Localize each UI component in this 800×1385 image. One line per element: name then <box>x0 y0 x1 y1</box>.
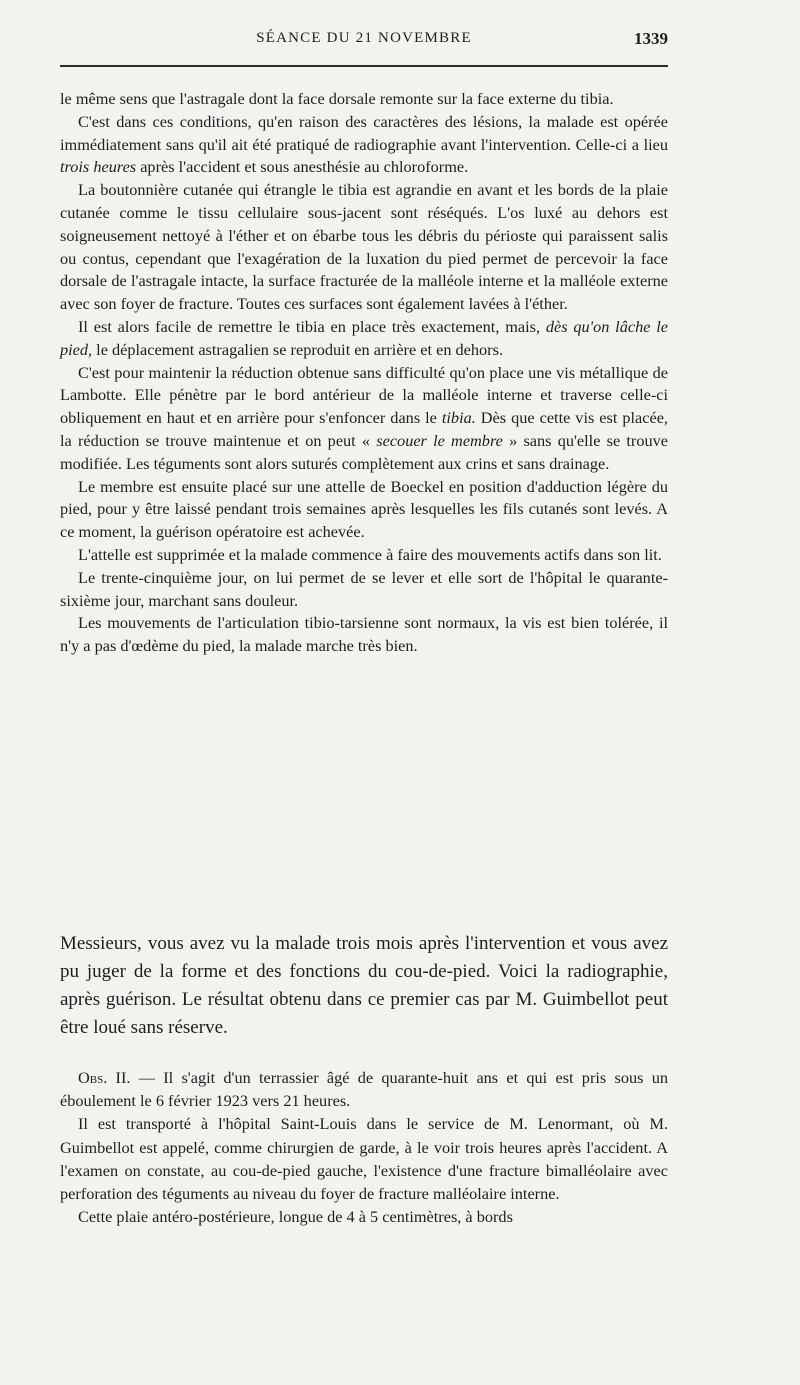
paragraph-5: C'est pour maintenir la réduction obtenue sans difficulté qu'on place une vis métallique de Lambotte. Elle pénètre par le bord antérieur de la malléole interne et traverse celle-ci obliquement en haut et en arrière pour s'enfoncer dans le tibia. Dès que cette vis est placée, la réduction se trouve maintenue et on peut « secouer le membre » sans qu'elle se trouve modifiée. Les téguments sont alors suturés complètement aux crins et sans drainage. <box>60 362 668 473</box>
page-header <box>60 30 668 54</box>
paragraph-4: Il est alors facile de remettre le tibia en place très exactement, mais, dès qu'on lâche le pied, le déplacement astragalien se reproduit en arrière et en dehors. <box>60 316 669 359</box>
paragraph-9: Les mouvements de l'articulation tibio-tarsienne sont normaux, la vis est bien tolérée, il n'y a pas d'œdème du pied, la malade marche très bien. <box>60 613 668 656</box>
case-narrative <box>60 88 668 658</box>
paragraph-3: La boutonnière cutanée qui étrangle le tibia est agrandie en avant et les bords de la plaie cutanée comme le tissu cellulaire sous-jacent sont réséqués. L'os luxé au dehors est soigneusement nettoyé à l'éther et on ébarbe tous les débris du périoste qui paraissent salis ou contus, cependant que l'exagération de la luxation du pied permet de percevoir la face dorsale de l'astragale intacte, la surface fracturée de la malléole interne et la malléole externe avec son foyer de fracture. Toutes ces surfaces sont également lavées à l'éther. <box>60 180 668 314</box>
obs-paragraph-3: Cette plaie antéro-postérieure, longue de 4 à 5 centimètres, à bords <box>78 1207 513 1227</box>
paragraph-7: L'attelle est supprimée et la malade commence à faire des mouvements actifs dans son lit. <box>78 544 662 564</box>
obs-paragraph-2: Il est transporté à l'hôpital Saint-Louis dans le service de M. Lenormant, où M. Guimbellot est appelé, comme chirurgien de garde, à le voir trois heures après l'accident. A l'examen on constate, au cou-de-pied gauche, l'existence d'une fracture bimalléolaire avec perforation des téguments au niveau du foyer de fracture malléolaire interne. <box>60 1114 668 1204</box>
obs-paragraph-1: Obs. II. — Il s'agit d'un terrassier âgé de quarante-huit ans et qui est pris sous un éboulement le 6 février 1923 vers 21 heures. <box>60 1068 668 1111</box>
observation-2 <box>60 1066 668 1228</box>
address-to-assembly <box>60 930 668 1042</box>
paragraph-6: Le membre est ensuite placé sur une attelle de Boeckel en position d'adduction légère du pied, pour y être laissé pendant trois semaines après lesquelles les fils cutanés sont levés. A ce moment, la guérison opératoire est achevée. <box>60 476 668 542</box>
paragraph-8: Le trente-cinquième jour, on lui permet de se lever et elle sort de l'hôpital le quarante-sixième jour, marchant sans douleur. <box>60 567 668 610</box>
running-head: SÉANCE DU 21 NOVEMBRE <box>256 30 472 46</box>
paragraph-2: C'est dans ces conditions, qu'en raison des caractères des lésions, la malade est opérée immédiatement sans qu'il ait été pratiqué de radiographie avant l'intervention. Celle-ci a lieu trois heures après l'accident et sous anesthésie au chloroforme. <box>60 111 668 177</box>
header-rule <box>60 65 668 67</box>
page-number: 1339 <box>634 29 668 48</box>
paragraph-1: le même sens que l'astragale dont la face dorsale remonte sur la face externe du tibia. <box>60 89 614 108</box>
large-paragraph: Messieurs, vous avez vu la malade trois mois après l'intervention et vous avez pu juger de la forme et des fonctions du cou-de-pied. Voici la radiographie, après guérison. Le résultat obtenu dans ce premier cas par M. Guimbellot peut être loué sans réserve. <box>60 933 668 1038</box>
obs-label: Obs. II. <box>78 1068 131 1087</box>
